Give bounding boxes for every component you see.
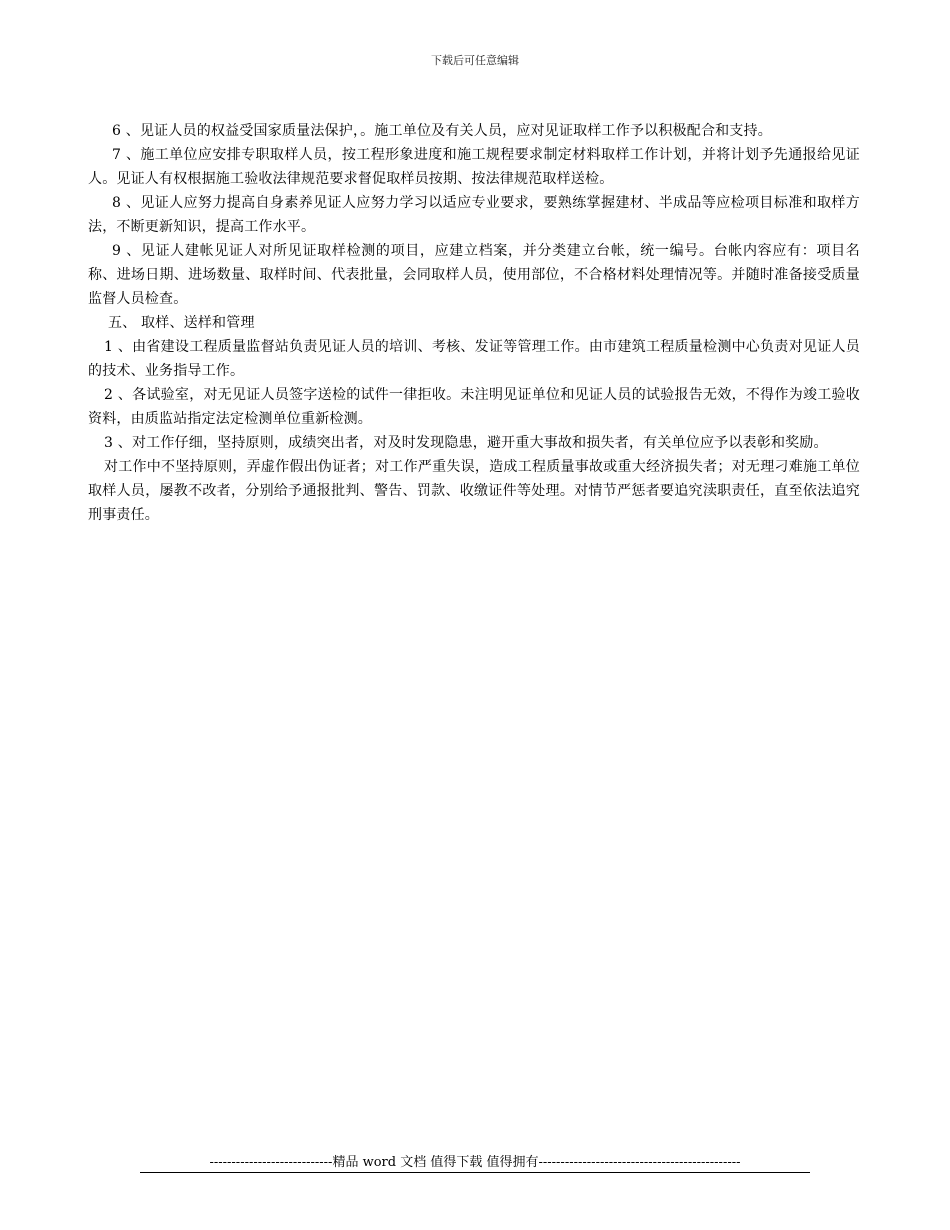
paragraph-closing: 对工作中不坚持原则，弄虚作假出伪证者；对工作严重失误，造成工程质量事故或重大经济损失者；对无理刁难施工单位取样人员，屡教不改者，分别给予通报批判、警告、罚款、收缴证件等处理。对情节严惩者要追究渎职责任，直至依法追究刑事责任。 [88, 459, 860, 523]
document-body [88, 119, 860, 527]
page-header: 下载后可任意编辑 [431, 54, 519, 67]
paragraph-sub-1: 1 、由省建设工程质量监督站负责见证人员的培训、考核、发证等管理工作。由市建筑工程质量检测中心负责对见证人员的技术、业务指导工作。 [88, 339, 860, 379]
paragraph-sub-3: 3 、对工作仔细，坚持原则，成绩突出者，对及时发现隐患，避开重大事故和损失者，有关单位应予以表彰和奖励。 [104, 435, 828, 451]
footer-divider [140, 1172, 810, 1173]
page-footer: ----------------------------精品 word 文档 值得下载 值得拥有---------------------------------------------- [209, 1155, 741, 1170]
paragraph-item-9: 9 、见证人建帐见证人对所见证取样检测的项目，应建立档案，并分类建立台帐，统一编号。台帐内容应有：项目名称、进场日期、进场数量、取样时间、代表批量，会同取样人员，使用部位，不合格材料处理情况等。并随时准备接受质量监督人员检查。 [88, 243, 860, 307]
paragraph-sub-2: 2 、各试验室，对无见证人员签字送检的试件一律拒收。未注明见证单位和见证人员的试验报告无效，不得作为竣工验收资料，由质监站指定法定检测单位重新检测。 [88, 387, 860, 427]
section-heading-5: 五、 取样、送样和管理 [108, 315, 255, 331]
paragraph-item-6: 6 、见证人员的权益受国家质量法保护，。施工单位及有关人员，应对见证取样工作予以积极配合和支持。 [112, 123, 772, 139]
paragraph-item-7: 7 、施工单位应安排专职取样人员，按工程形象进度和施工规程要求制定材料取样工作计划，并将计划予先通报给见证人。见证人有权根据施工验收法律规范要求督促取样员按期、按法律规范取样送检。 [88, 147, 860, 187]
paragraph-item-8: 8 、见证人应努力提高自身素养见证人应努力学习以适应专业要求，要熟练掌握建材、半成品等应检项目标准和取样方法，不断更新知识，提高工作水平。 [88, 195, 860, 235]
